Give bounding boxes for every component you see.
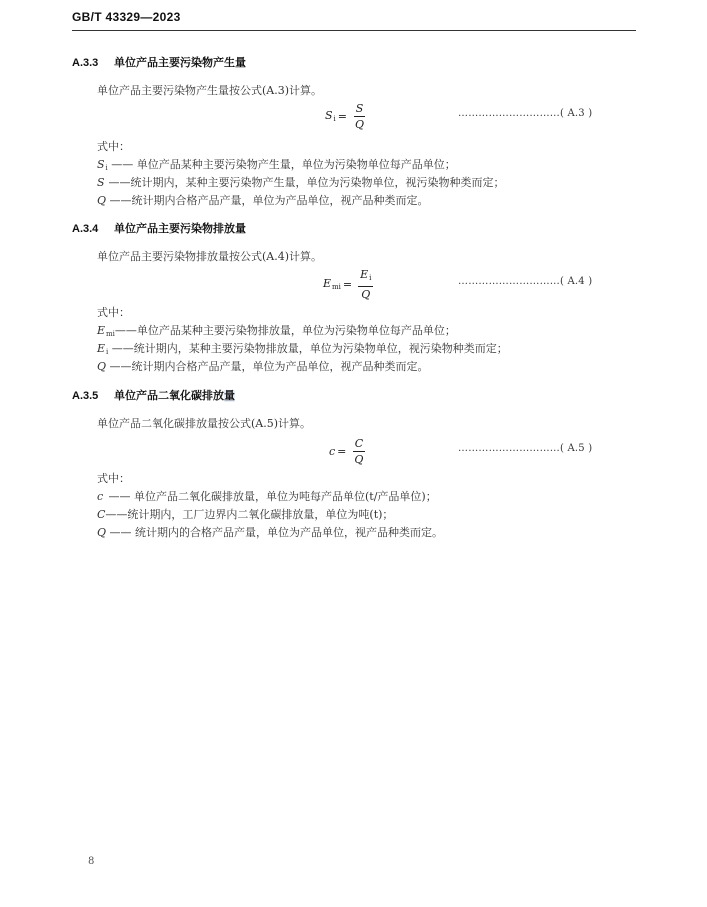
- page-number: 8: [88, 856, 95, 867]
- formula-a3: [0, 98, 707, 134]
- definition-item: $S_i$ —— 单位产品某种主要污染物产生量，单位为污染物单位每产品单位；: [97, 158, 456, 172]
- section-title: 单位产品二氧化碳排放: [114, 390, 224, 402]
- fraction: [353, 102, 366, 131]
- intro-paragraph: 单位产品二氧化碳排放量按公式(A.5)计算。: [97, 417, 312, 430]
- definition-item: S ——统计期内，某种主要污染物产生量，单位为污染物单位，视污染物种类而定；: [97, 176, 505, 189]
- formula-number: …………………………( A.5 ): [458, 443, 593, 454]
- formula-a4: [0, 266, 707, 302]
- numerator: C: [354, 436, 364, 450]
- section-title: 单位产品主要污染物产生量: [114, 57, 246, 69]
- section-title: 单位产品主要污染物排放量: [114, 223, 246, 235]
- formula-a5: [0, 433, 707, 469]
- where-label: 式中：: [97, 140, 130, 153]
- section-number: A.3.5: [72, 390, 99, 402]
- formula-lhs: c: [329, 444, 336, 458]
- definition-item: C——统计期内，工厂边界内二氧化碳排放量，单位为吨(t)；: [97, 508, 394, 521]
- fraction: [358, 268, 373, 301]
- definition-item: Q ——统计期内合格产品产量，单位为产品单位，视产品种类而定。: [97, 360, 429, 373]
- section-heading-a34: [72, 220, 246, 236]
- section-heading-a35: [72, 387, 235, 403]
- formula-lhs: $E_{mi}$: [323, 277, 341, 291]
- selected-text-highlight: 量: [224, 390, 235, 402]
- definition-item: Q ——统计期内合格产品产量，单位为产品单位，视产品种类而定。: [97, 194, 429, 207]
- definition-item: c —— 单位产品二氧化碳排放量，单位为吨每产品单位(t/产品单位)；: [97, 490, 437, 503]
- definition-item: $E_i$ ——统计期内，某种主要污染物排放量，单位为污染物单位，视污染物种类而定；: [97, 342, 508, 356]
- where-label: 式中：: [97, 306, 130, 319]
- where-label: 式中：: [97, 472, 130, 485]
- section-number: A.3.3: [72, 57, 99, 69]
- denominator: Q: [355, 117, 365, 131]
- formula-expression: $E_{mi}$ = $\frac{E_i}{Q}$: [323, 267, 372, 301]
- formula-number: …………………………( A.3 ): [458, 108, 593, 119]
- standard-code: GB/T 43329—2023: [72, 10, 181, 24]
- fraction: [352, 437, 365, 466]
- formula-lhs: $S_i$: [325, 109, 336, 123]
- numerator: $E_i$: [358, 268, 373, 287]
- numerator: S: [355, 101, 364, 115]
- section-heading-a33: [72, 54, 246, 70]
- definition-item: $E_{mi}——$单位产品某种主要污染物排放量，单位为污染物单位每产品单位；: [97, 324, 456, 338]
- formula-expression: $S_i$ = $\frac{S}{Q}$: [325, 101, 365, 131]
- denominator: Q: [354, 452, 364, 466]
- intro-paragraph: 单位产品主要污染物产生量按公式(A.3)计算。: [97, 84, 323, 97]
- section-number: A.3.4: [72, 223, 99, 235]
- header-rule: [72, 30, 636, 31]
- intro-paragraph: 单位产品主要污染物排放量按公式(A.4)计算。: [97, 250, 323, 263]
- definition-item: Q —— 统计期内的合格产品产量，单位为产品单位，视产品种类而定。: [97, 526, 444, 539]
- denominator: Q: [361, 287, 371, 301]
- formula-expression: c = $\frac{C}{Q}$: [329, 436, 364, 466]
- formula-number: …………………………( A.4 ): [458, 276, 593, 287]
